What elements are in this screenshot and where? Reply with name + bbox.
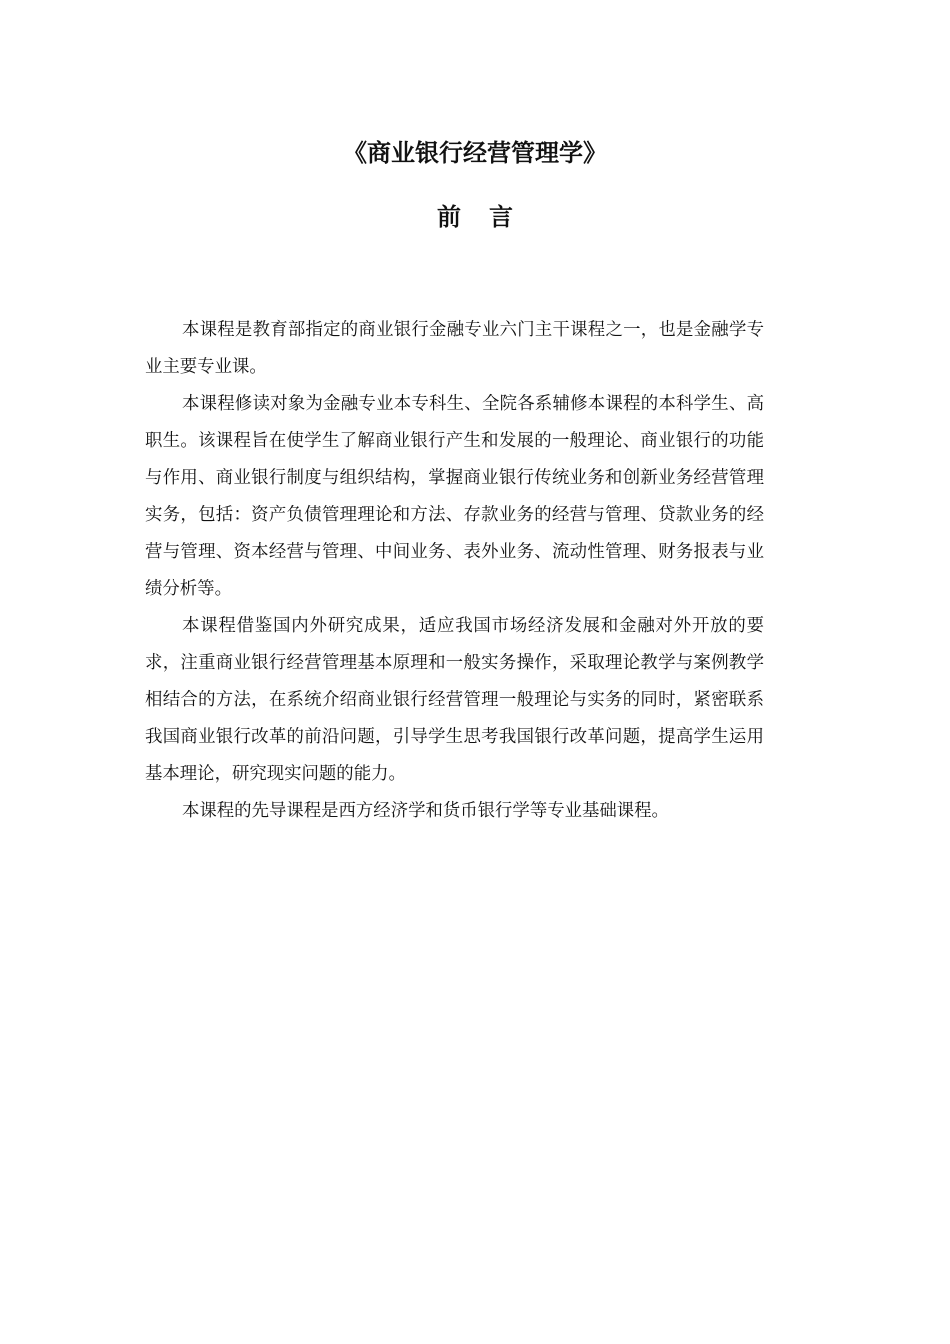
paragraph-course-status: 本课程是教育部指定的商业银行金融专业六门主干课程之一，也是金融学专业主要专业课。 (145, 320, 764, 377)
paragraph-prerequisites: 本课程的先导课程是西方经济学和货币银行学等专业基础课程。 (182, 801, 669, 821)
document-title: 《商业银行经营管理学》 (343, 139, 607, 167)
paragraph-course-approach: 本课程借鉴国内外研究成果，适应我国市场经济发展和金融对外开放的要求，注重商业银行经营管理基本原理和一般实务操作，采取理论教学与案例教学相结合的方法，在系统介绍商业银行经营管理一般理论与实务的同时，紧密联系我国商业银行改革的前沿问题，引导学生思考我国银行改革问题，提高学生运用基本理论，研究现实问题的能力。 (145, 616, 764, 784)
preface-body (145, 312, 764, 830)
paragraph-course-audience: 本课程修读对象为金融专业本专科生、全院各系辅修本课程的本科学生、高职生。该课程旨在使学生了解商业银行产生和发展的一般理论、商业银行的功能与作用、商业银行制度与组织结构，掌握商业银行传统业务和创新业务经营管理实务，包括：资产负债管理理论和方法、存款业务的经营与管理、贷款业务的经营与管理、资本经营与管理、中间业务、表外业务、流动性管理、财务报表与业绩分析等。 (145, 394, 764, 599)
preface-heading: 前言 (437, 203, 541, 231)
